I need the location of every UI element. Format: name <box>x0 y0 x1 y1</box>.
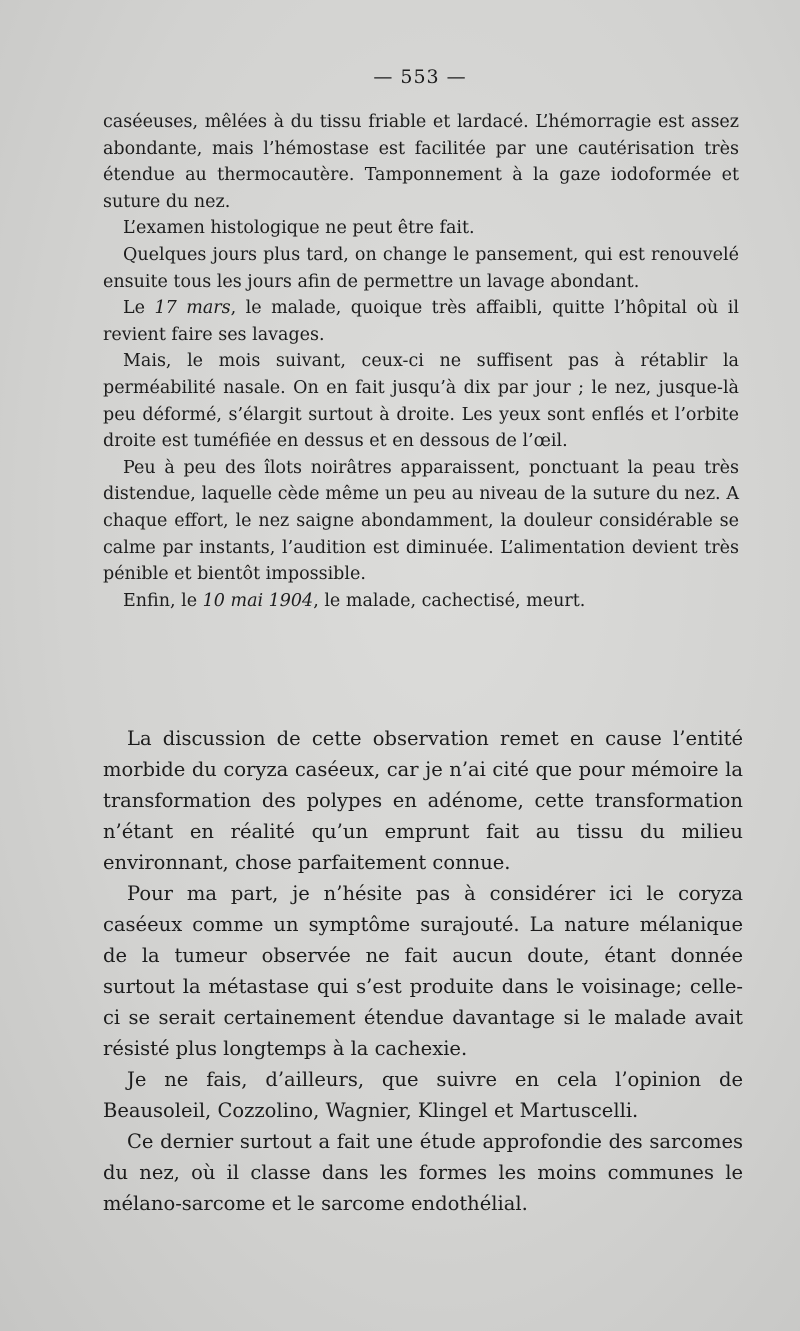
obs-paragraph-1: caséeuses, mêlées à du tissu friable et lardacé. L’hémorragie est assez abondante, mais l’hémostase est facilitée par une cautérisation très étendue au thermocautère. Tamponnement à la gaze iodoformée et suture du nez. <box>103 112 739 212</box>
obs-p4-pre: Le <box>123 298 155 319</box>
obs-paragraph-3: Quelques jours plus tard, on change le pansement, qui est renouvelé ensuite tous les jours afin de permettre un lavage abondant. <box>103 244 739 292</box>
obs-p7-pre: Enfin, le <box>123 590 203 611</box>
observation-text <box>103 109 739 614</box>
disc-paragraph-1: La discussion de cette observation remet en cause l’entité morbide du coryza caséeux, car je n’ai cité que pour mémoire la transformation des polypes en adénome, cette transformation n’étant en réalité qu’un emprunt fait au tissu du milieu environnant, chose parfaitement connue. <box>103 727 743 874</box>
obs-p7-post: , le malade, cachectisé, meurt. <box>313 590 586 611</box>
page-number: — 553 — <box>373 66 467 88</box>
disc-paragraph-4: Ce dernier surtout a fait une étude approfondie des sarcomes du nez, où il classe dans les formes les moins communes le mélano-sarcome et le sarcome endothélial. <box>103 1130 743 1215</box>
obs-p4-post: , le malade, quoique très affaibli, quitte l’hôpital où il revient faire ses lavages. <box>103 298 740 345</box>
discussion-text <box>103 723 743 1219</box>
obs-paragraph-6: Peu à peu des îlots noirâtres apparaissent, ponctuant la peau très distendue, laquelle cède même un peu au niveau de la suture du nez. A chaque effort, le nez saigne abondamment, la douleur considérable se calme par instants, l’audition est diminuée. L’alimentation devient très pénible et bientôt impossible. <box>103 457 739 585</box>
obs-paragraph-2: L’examen histologique ne peut être fait. <box>123 218 475 239</box>
obs-date-17-mars: 17 mars <box>154 298 231 319</box>
obs-paragraph-7 <box>103 588 739 615</box>
disc-paragraph-3: Je ne fais, d’ailleurs, que suivre en cela l’opinion de Beausoleil, Cozzolino, Wagnier, Klingel et Martuscelli. <box>103 1068 743 1122</box>
obs-paragraph-4 <box>103 295 739 348</box>
obs-date-10-mai-1904: 10 mai 1904 <box>202 590 314 611</box>
disc-paragraph-2: Pour ma part, je n’hésite pas à considérer ici le coryza caséeux comme un symptôme surajouté. La nature mélanique de la tumeur observée ne fait aucun doute, étant donnée surtout la métastase qui s’est produite dans le voisinage; celle-ci se serait certainement étendue davantage si le malade avait résisté plus longtemps à la cachexie. <box>103 882 743 1060</box>
obs-paragraph-5: Mais, le mois suivant, ceux-ci ne suffisent pas à rétablir la perméabilité nasale. On en fait jusqu’à dix par jour ; le nez, jusque-là peu déformé, s’élargit surtout à droite. Les yeux sont enflés et l’orbite droite est tuméfiée en dessus et en dessous de l’œil. <box>103 351 739 452</box>
